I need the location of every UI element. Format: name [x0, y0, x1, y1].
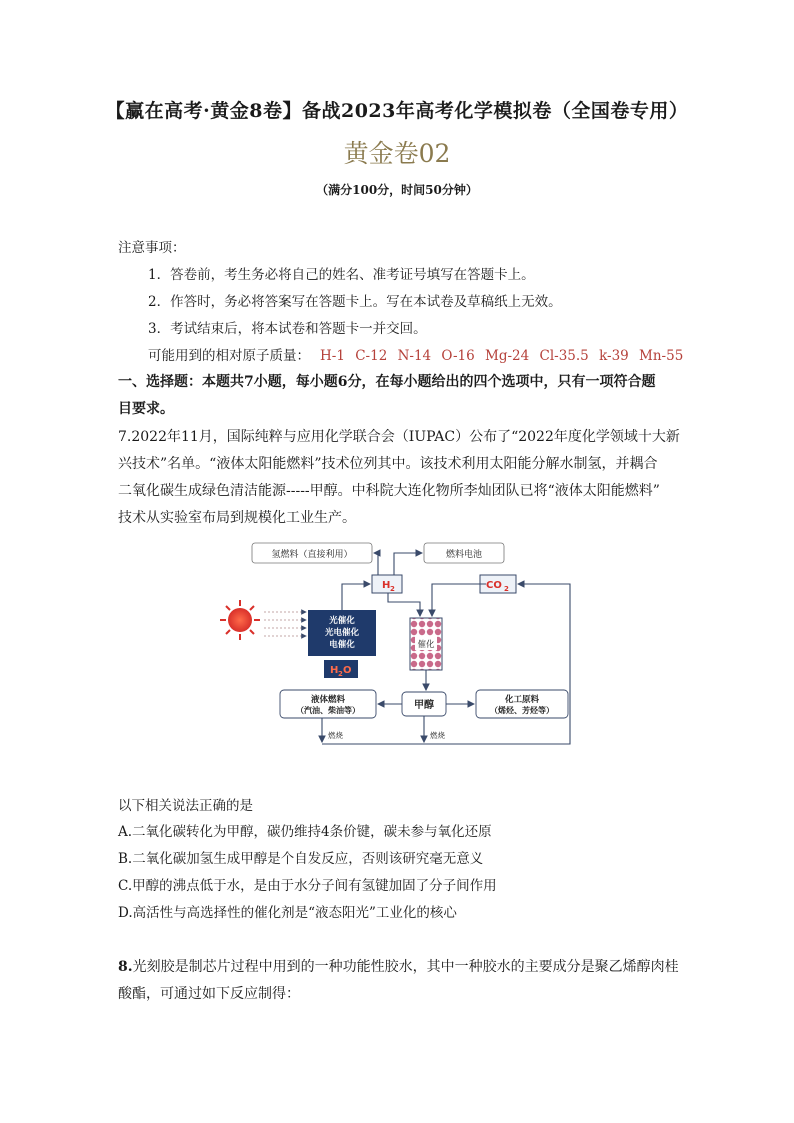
score-time: （满分100分，时间50分钟） — [316, 183, 478, 197]
h2-label: H — [382, 580, 391, 591]
h2-fuel-label: 氢燃料（直接利用） — [271, 550, 353, 560]
masses-label: 可能用到的相对原子质量： — [148, 348, 310, 364]
option-d: D.高活性与高选择性的催化剂是“液态阳光”工业化的核心 — [118, 905, 457, 921]
catalyst-label: 催化 — [417, 640, 435, 650]
process-diagram — [218, 540, 576, 750]
catalysis-line: 电催化 — [329, 640, 355, 650]
q7-text: 7.2022年11月，国际纯粹与应用化学联合会（IUPAC）公布了“2022年度化学领域十大新 — [118, 429, 680, 445]
note-item: 1．答卷前，考生务必将自己的姓名、准考证号填写在答题卡上。 — [148, 267, 535, 283]
exam-title: 【赢在高考·黄金8卷】备战2023年高考化学模拟卷（全国卷专用） — [105, 100, 689, 122]
liquid-fuel-label: 液体燃料 — [310, 695, 346, 705]
section-heading-cont: 目要求。 — [118, 401, 174, 417]
section-heading: 一、选择题：本题共7小题，每小题6分，在每小题给出的四个选项中，只有一项符合题 — [118, 374, 656, 390]
methanol-label: 甲醇 — [414, 700, 434, 711]
h2o-label: H — [330, 665, 339, 676]
chem-raw-label: 化工原料 — [504, 695, 540, 705]
co2-sub: 2 — [504, 585, 509, 593]
h2-sub: 2 — [390, 585, 395, 593]
q7-text: 二氧化碳生成绿色清洁能源-----甲醇。中科院大连化物所李灿团队已将“液体太阳能燃料” — [118, 483, 660, 499]
q7-question: 以下相关说法正确的是 — [118, 798, 253, 814]
q8-text-cont: 酸酯，可通过如下反应制得： — [118, 986, 300, 1002]
co2-label: CO — [486, 580, 502, 591]
q7-text: 技术从实验室布局到规模化工业生产。 — [118, 510, 356, 526]
burn-label: 燃烧 — [430, 731, 445, 740]
exam-subtitle: 黄金卷02 — [343, 139, 451, 168]
catalysis-line: 光催化 — [329, 616, 355, 626]
h2o-sub: 2 — [338, 670, 343, 678]
note-item: 3．考试结束后，将本试卷和答题卡一并交回。 — [148, 321, 427, 337]
masses-list: H-1 C-12 N-14 O-16 Mg-24 Cl-35.5 k-39 Mn-55 — [320, 348, 684, 364]
q8-line1: 光刻胶是制芯片过程中用到的一种功能性胶水，其中一种胶水的主要成分是聚乙烯醇肉桂 — [132, 959, 679, 975]
liquid-fuel-sub: （汽油、柴油等） — [296, 706, 360, 715]
chem-raw-sub: （烯烃、芳烃等） — [490, 706, 554, 715]
burn-label: 燃烧 — [328, 731, 343, 740]
note-item: 2．作答时，务必将答案写在答题卡上。写在本试卷及草稿纸上无效。 — [148, 294, 562, 310]
option-a: A.二氧化碳转化为甲醇，碳仍维持4条价键，碳未参与氧化还原 — [118, 824, 492, 840]
atomic-masses — [148, 344, 683, 364]
notes-title: 注意事项： — [118, 240, 186, 256]
option-c: C.甲醇的沸点低于水，是由于水分子间有氢键加固了分子间作用 — [118, 878, 497, 894]
q8-number: 8. — [118, 959, 133, 975]
q7-text: 兴技术”名单。“液体太阳能燃料”技术位列其中。该技术利用太阳能分解水制氢，并耦合 — [118, 456, 658, 472]
sun-icon — [220, 600, 260, 640]
h2o-o: O — [343, 665, 352, 676]
fuel-cell-label: 燃料电池 — [445, 550, 483, 560]
catalysis-line: 光电催化 — [324, 628, 360, 638]
q8-text — [118, 956, 679, 976]
option-b: B.二氧化碳加氢生成甲醇是个自发反应，否则该研究毫无意义 — [118, 851, 484, 867]
